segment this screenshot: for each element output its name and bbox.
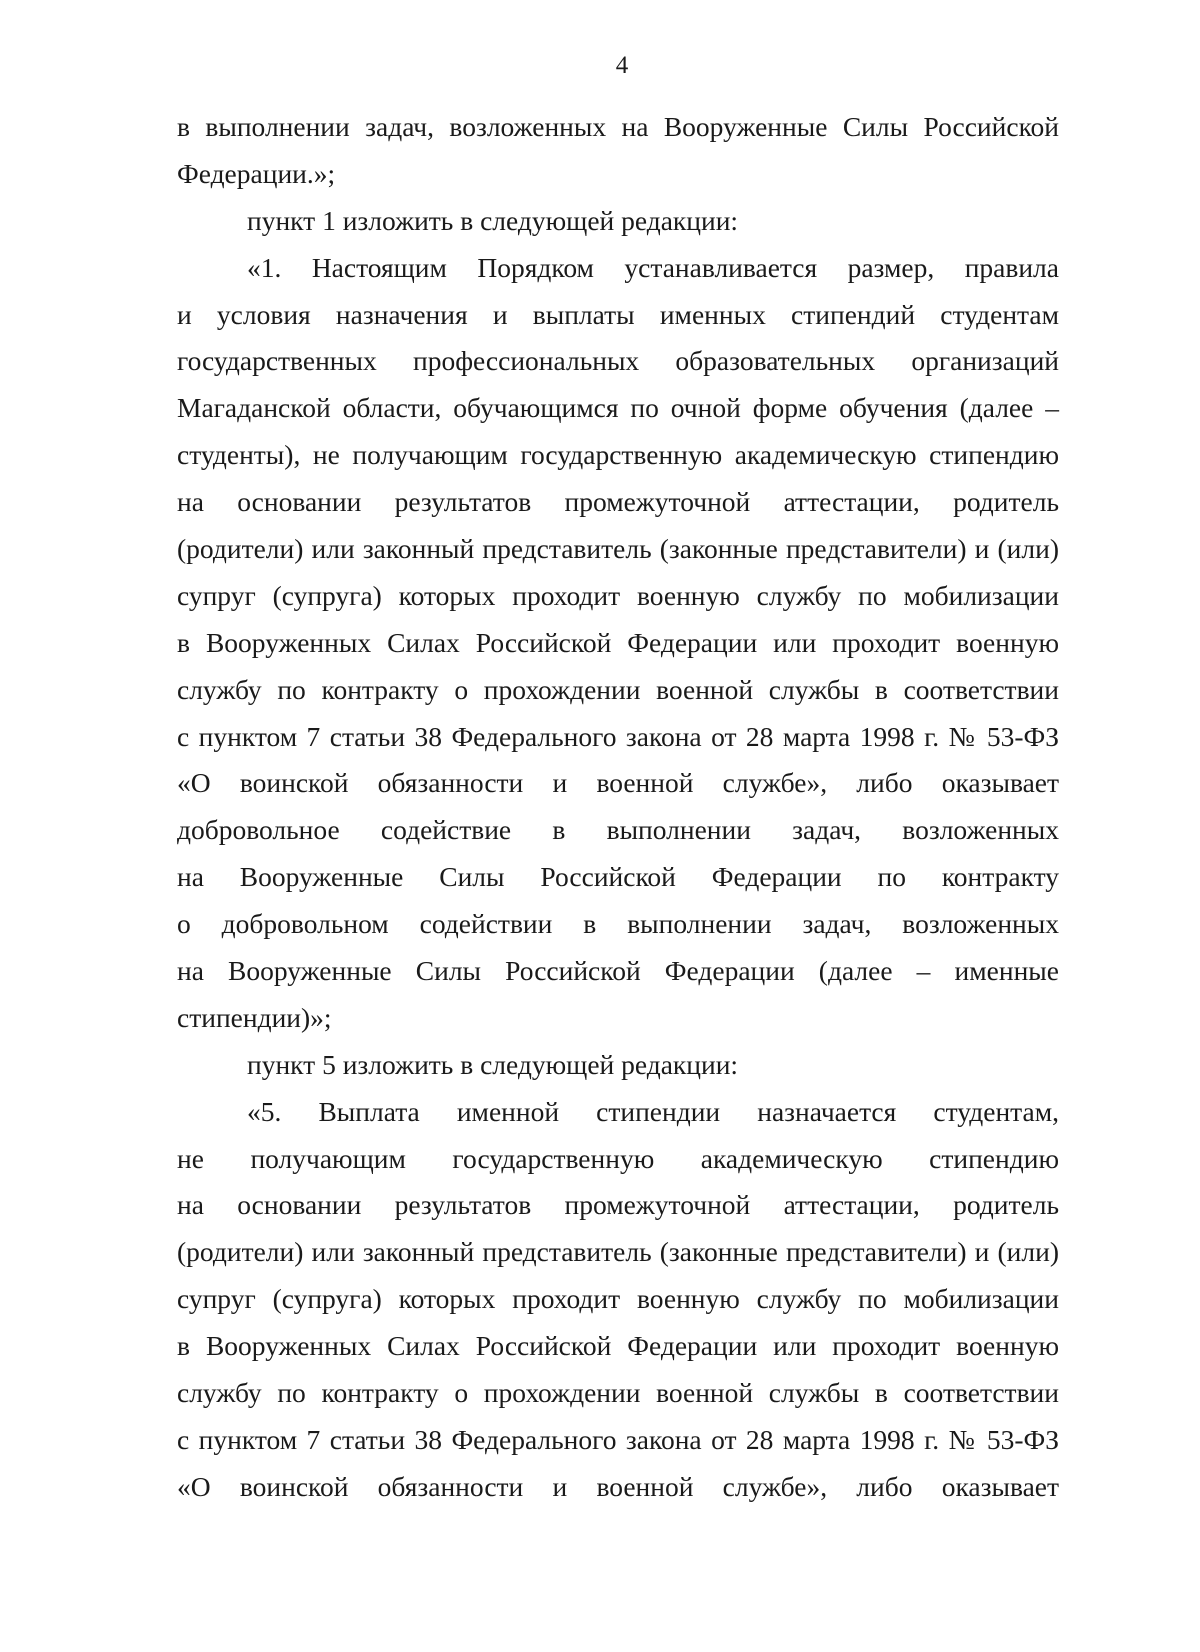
text-line: с пунктом 7 статьи 38 Федерального закона от 28 марта 1998 г. № 53-ФЗ [177, 720, 1059, 752]
text-line: добровольное содействие в выполнении задач, возложенных [177, 814, 1059, 846]
text-line: пункт 5 изложить в следующей редакции: [247, 1048, 739, 1080]
text-line: (родители) или законный представитель (законные представители) и (или) [177, 533, 1059, 565]
text-line: службу по контракту о прохождении военной службы в соответствии [177, 673, 1059, 705]
text-line: «О воинской обязанности и военной службе», либо оказывает [177, 767, 1059, 799]
text-line: и условия назначения и выплаты именных стипендий студентам [177, 298, 1059, 330]
text-line: не получающим государственную академическую стипендию [177, 1142, 1059, 1174]
text-line: стипендии)»; [177, 1001, 332, 1033]
text-line: в Вооруженных Силах Российской Федерации или проходит военную [177, 626, 1059, 658]
text-line: в выполнении задач, возложенных на Вооруженные Силы Российской [177, 111, 1059, 142]
text-line: на основании результатов промежуточной аттестации, родитель [177, 486, 1059, 518]
text-line: с пунктом 7 статьи 38 Федерального закона от 28 марта 1998 г. № 53-ФЗ [177, 1423, 1059, 1455]
text-line: о добровольном содействии в выполнении задач, возложенных [177, 908, 1059, 940]
text-line: на Вооруженные Силы Российской Федерации по контракту [177, 861, 1059, 893]
text-line: в Вооруженных Силах Российской Федерации или проходит военную [177, 1330, 1059, 1362]
text-line: государственных профессиональных образовательных организаций [177, 345, 1059, 377]
text-line: «1. Настоящим Порядком устанавливается размер, правила [247, 251, 1059, 283]
text-line: на основании результатов промежуточной аттестации, родитель [177, 1189, 1059, 1221]
text-line: Федерации.»; [177, 157, 336, 189]
text-line: «О воинской обязанности и военной службе», либо оказывает [177, 1470, 1059, 1502]
text-line: Магаданской области, обучающимся по очной форме обучения (далее – [177, 392, 1059, 424]
text-line: пункт 1 изложить в следующей редакции: [247, 204, 739, 236]
page-number: 4 [615, 52, 629, 79]
text-line: студенты), не получающим государственную академическую стипендию [177, 439, 1059, 471]
text-line: супруг (супруга) которых проходит военную службу по мобилизации [177, 1283, 1059, 1315]
text-line: службу по контракту о прохождении военной службы в соответствии [177, 1377, 1059, 1409]
text-line: «5. Выплата именной стипендии назначается студентам, [247, 1095, 1059, 1127]
text-line: на Вооруженные Силы Российской Федерации (далее – именные [177, 955, 1059, 987]
document-body [177, 104, 1059, 1511]
text-line: (родители) или законный представитель (законные представители) и (или) [177, 1236, 1059, 1268]
text-line: супруг (супруга) которых проходит военную службу по мобилизации [177, 579, 1059, 611]
